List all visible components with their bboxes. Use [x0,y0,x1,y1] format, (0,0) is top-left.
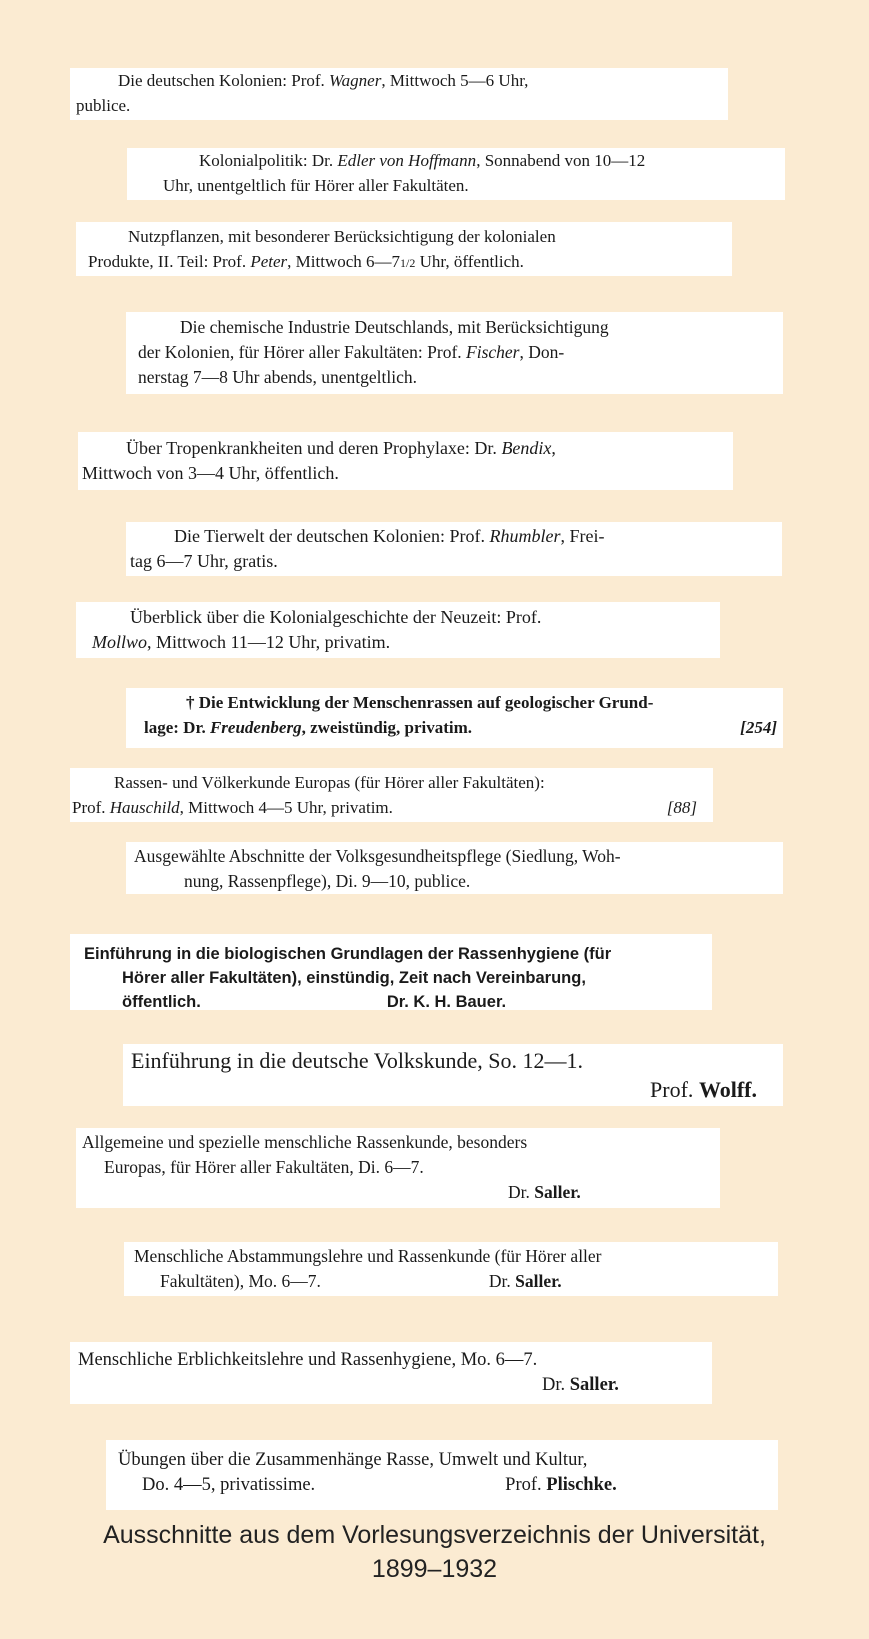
text: Uhr, unentgeltlich für Hörer aller Fakultäten. [163,176,469,195]
lecturer-name: Mollwo [92,632,148,652]
clipping-saller-2 [124,1242,778,1296]
text: Einführung in die biologischen Grundlagen der Rassenhygiene (für [84,945,612,963]
caption-line-1: Ausschnitte aus dem Vorlesungsverzeichnis der Universität, [103,1521,766,1549]
clipping-bauer [70,934,712,1010]
lecturer-name: Rhumbler [489,526,561,546]
text: , Sonnabend von 10—12 [476,151,646,170]
text: , Frei- [560,526,605,546]
text: , Don- [519,342,565,362]
text: Produkte, II. Teil: Prof. [88,252,251,271]
clipping-mollwo [76,602,720,658]
text: Rassen- und Völkerkunde Europas (für Hörer aller Fakultäten): [114,773,545,792]
text: Dr. [508,1182,535,1202]
text: Uhr, öffentlich. [415,252,524,271]
text: Die Tierwelt der deutschen Kolonien: Prof. [174,526,490,546]
text: Fakultäten), Mo. 6—7. [160,1271,321,1291]
reference-number: [254] [740,718,777,737]
text: Über Tropenkrankheiten und deren Prophylaxe: Dr. [126,438,502,458]
text: Dr. [488,1271,516,1291]
author: Dr. K. H. Bauer. [386,993,507,1010]
text: Übungen über die Zusammenhänge Rasse, Umwelt und Kultur, [118,1450,588,1470]
text: Mittwoch von 3—4 Uhr, öffentlich. [82,463,339,483]
text: Ausgewählte Abschnitte der Volksgesundheitspflege (Siedlung, Woh- [134,846,621,866]
caption-line-2: 1899–1932 [371,1555,498,1583]
lecturer-name: Saller. [569,1375,619,1395]
lecturer-name: Hauschild [109,798,180,817]
text: Prof. [72,798,110,817]
text: lage: Dr. [144,718,210,737]
text: Menschliche Erblichkeitslehre und Rassenhygiene, Mo. 6—7. [78,1350,538,1370]
reference-number: [88] [666,798,697,817]
text: Allgemeine und spezielle menschliche Rassenkunde, besonders [82,1132,528,1152]
lecturer-name: Plischke. [546,1475,617,1495]
text: , zweistündig, privatim. [301,718,473,737]
text: Die deutschen Kolonien: Prof. [118,71,330,90]
clipping-wagner [70,68,728,120]
text: Prof. [650,1077,699,1102]
lecturer-name: Edler von Hoffmann [337,151,477,170]
clipping-volksgesundheitspflege [126,842,783,894]
text: , Mittwoch 11—12 Uhr, privatim. [147,632,391,652]
text: Die chemische Industrie Deutschlands, mit Berücksichtigung [180,317,609,337]
text: Dr. [542,1375,570,1395]
lecturer-name: Saller. [534,1182,581,1202]
lecturer-name: Peter [250,252,288,271]
lecturer-name: Saller. [515,1271,562,1291]
text: Einführung in die deutsche Volkskunde, So. 12—1. [131,1048,583,1073]
lecturer-name: Fischer [466,342,520,362]
clipping-wolff [123,1044,783,1106]
text: Überblick über die Kolonialgeschichte der Neuzeit: Prof. [130,607,542,627]
text: Menschliche Abstammungslehre und Rassenkunde (für Hörer aller [134,1246,602,1266]
clipping-fischer [126,312,783,394]
figure-caption [0,1518,869,1586]
text: † Die Entwicklung der Menschenrassen auf geologischer Grund- [186,693,654,712]
clipping-plischke [106,1440,778,1510]
fraction: 1/2 [400,256,416,270]
text: publice. [76,96,131,115]
text: , Mittwoch 6—7 [287,252,401,271]
text: Kolonialpolitik: Dr. [199,151,338,170]
clipping-rhumbler [126,522,782,576]
text: tag 6—7 Uhr, gratis. [130,551,278,571]
clipping-saller-3 [70,1342,712,1404]
clipping-peter [76,222,732,276]
text: nerstag 7—8 Uhr abends, unentgeltlich. [138,367,417,387]
text: Hörer aller Fakultäten), einstündig, Zeit nach Vereinbarung, [122,969,586,987]
text: der Kolonien, für Hörer aller Fakultäten: Prof. [138,342,467,362]
text: , Mittwoch 4—5 Uhr, privatim. [179,798,393,817]
text: Prof. [505,1475,547,1495]
text: öffentlich. [122,993,201,1010]
lecturer-name: Wagner [329,71,382,90]
clipping-hauschild [70,768,713,822]
clipping-freudenberg [126,688,783,748]
text: Nutzpflanzen, mit besonderer Berücksichtigung der kolonialen [128,227,556,246]
clipping-saller-1 [76,1128,720,1208]
text: , Mittwoch 5—6 Uhr, [381,71,529,90]
clipping-bendix [78,432,733,490]
text: Do. 4—5, privatissime. [142,1475,316,1495]
text: Europas, für Hörer aller Fakultäten, Di. 6—7. [104,1157,424,1177]
lecturer-name: Freudenberg [209,718,302,737]
text: , [551,438,556,458]
lecturer-name: Bendix [501,438,552,458]
clipping-hoffmann [127,148,785,200]
lecturer-name: Wolff. [698,1077,757,1102]
text: nung, Rassenpflege), Di. 9—10, publice. [184,871,471,891]
